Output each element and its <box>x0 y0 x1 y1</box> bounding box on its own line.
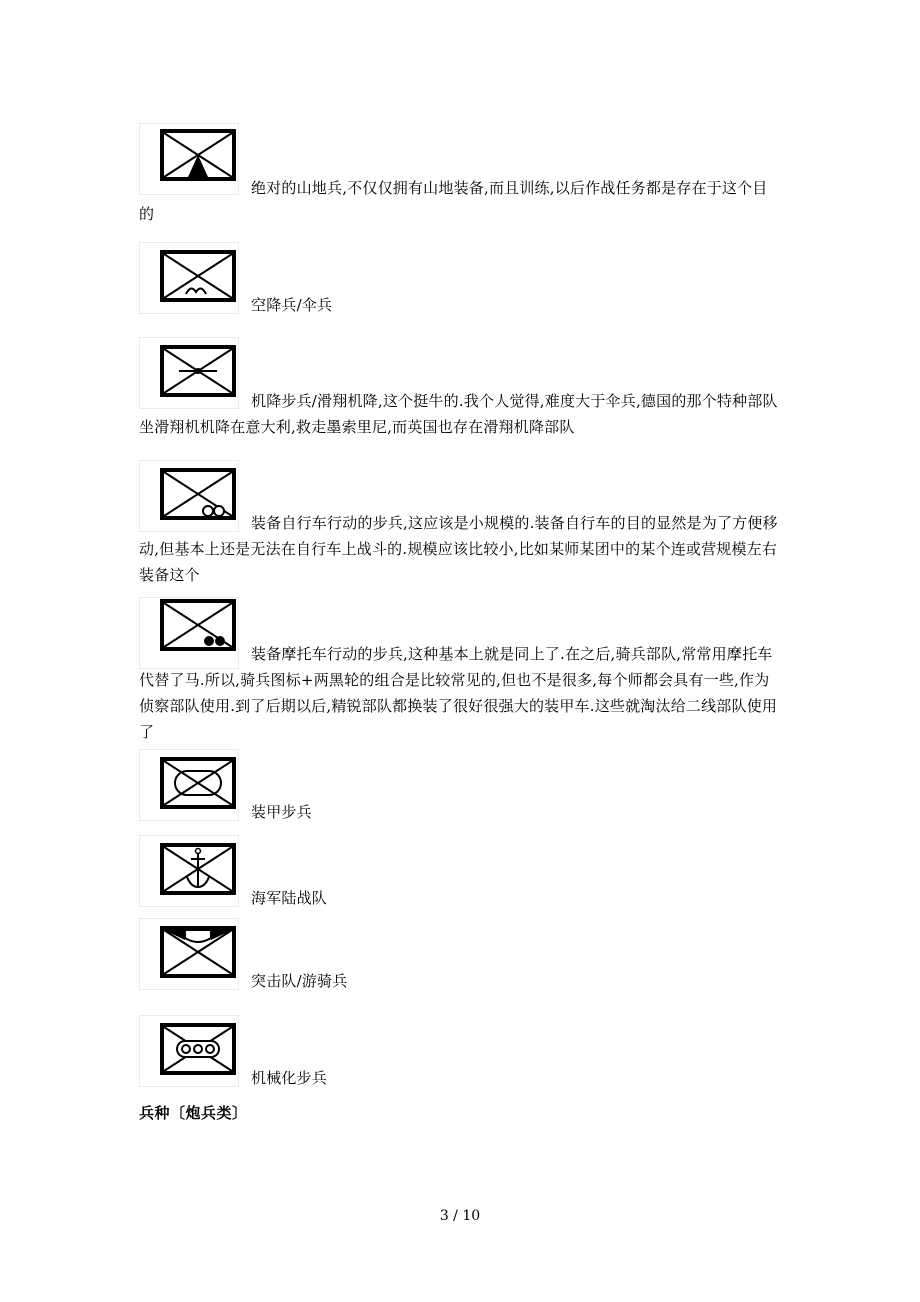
entry-ranger-infantry <box>139 918 779 990</box>
entry-motorcycle-infantry <box>139 597 779 741</box>
entry-mechanized-infantry <box>139 1015 779 1087</box>
entry-armored-infantry <box>139 749 779 821</box>
section-heading: 兵种〔炮兵类〕 <box>139 1104 248 1122</box>
entry-description: 突击队/游骑兵 <box>251 972 348 990</box>
entry-description: 装备摩托车行动的步兵,这种基本上就是同上了.在之后,骑兵部队,常常用摩托车代替了马.所以,骑兵图标+两黑轮的组合是比较常见的,但也不是很多,每个师都会具有一些,作为侦察部队使用.到了后期以后,精锐部队都换装了很好很强大的装甲车.这些就淘汰给二线部队使用了 <box>139 645 778 741</box>
entry-glider-infantry <box>139 337 779 436</box>
entry-mountain-infantry <box>139 123 779 223</box>
entry-description: 装备自行车行动的步兵,这应该是小规模的.装备自行车的目的显然是为了方便移动,但基本上还是无法在自行车上战斗的.规模应该比较小,比如某师某团中的某个连或营规模左右装备这个 <box>139 514 778 584</box>
entry-description: 绝对的山地兵,不仅仅拥有山地装备,而且训练,以后作战任务都是存在于这个目的 <box>139 179 768 223</box>
entry-airborne-infantry <box>139 242 779 314</box>
entry-bicycle-infantry <box>139 460 779 584</box>
entry-marine-infantry <box>139 835 779 907</box>
entry-description: 装甲步兵 <box>251 803 312 821</box>
entry-description: 空降兵/伞兵 <box>251 296 333 314</box>
entry-description: 机降步兵/滑翔机降,这个挺牛的.我个人觉得,难度大于伞兵,德国的那个特种部队坐滑翔机机降在意大利,救走墨索里尼,而英国也存在滑翔机降部队 <box>139 392 778 436</box>
entry-description: 机械化步兵 <box>251 1069 328 1087</box>
page-number: 3 / 10 <box>439 1208 481 1224</box>
entry-description: 海军陆战队 <box>251 889 328 907</box>
